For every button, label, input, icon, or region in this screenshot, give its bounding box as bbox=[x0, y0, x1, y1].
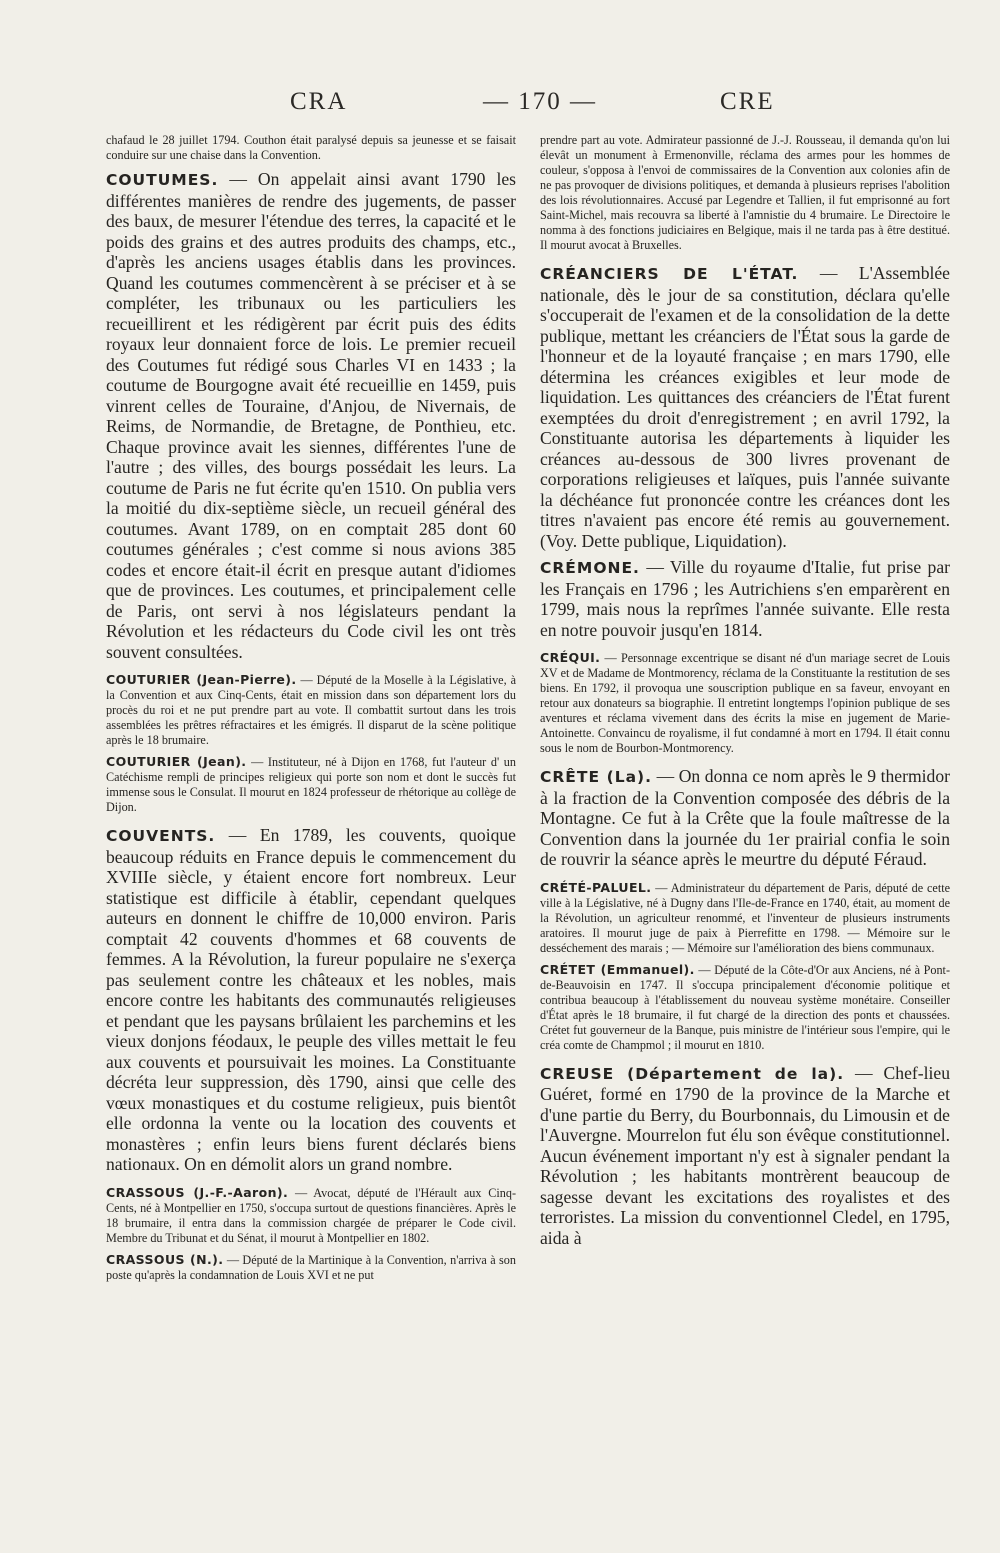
entry-crete-paluel bbox=[540, 880, 950, 956]
entry-continuation: prendre part au vote. Admirateur passionné de J.-J. Rousseau, il demanda qu'on lui élevât un monument à Ermenonville, réclama des armes pour les hommes de couleur, s'opposa à l'envoi de commissaires de la Convention aux colonies afin de ne pas provoquer de divisions politiques, et demanda à plusieurs reprises l'abolition des lois révolutionnaires. Accusé par Legendre et Tallien, il fut emprisonné au fort Saint-Michel, mais recouvra sa liberté à l'amnistie du 4 brumaire. Le Directoire le nomma à des fonctions judiciaires en Belgique, mais il ne tarda pas à être destitué. Il mourut avocat à Bruxelles. bbox=[540, 133, 950, 252]
entry-headword: CRÉANCIERS DE L'ÉTAT. bbox=[540, 265, 799, 283]
entry-coutumes bbox=[106, 169, 516, 662]
entry-text: — En 1789, les couvents, quoique beaucoup réduits en France depuis le commencement du XVIIIe siècle, y étaient encore fort nombreux. Leur statistique est difficile à établir, cependant quelques auteurs en donnent le chiffre de 10,000 environ. Paris comptait 42 couvents d'hommes et 68 couvents de femmes. A la Révolution, la fureur populaire ne s'exerça pas seulement contre les châteaux et les nobles, mais encore contre les habitants des communautés religieuses et pendant que les paysans brûlaient les parchemins et les vieux donjons féodaux, le peuple des villes mettait le feu aux couvents et poursuivait les moines. La Constituante décréta leur suppression, dès 1790, ainsi que celle des vœux monastiques et du costume religieux, puis bientôt elle ordonna la vente ou la location des couvents et monastères ; enfin leurs biens furent déclarés biens nationaux. On en démolit alors un grand nombre. bbox=[106, 825, 516, 1174]
entry-text: — Instituteur, né à Dijon en 1768, fut l'auteur d' un Catéchisme rempli de principes religieux qui porte son nom et dont le succès fut immense sous le Consulat. Il mourut en 1824 professeur de rhétorique au collège de Dijon. bbox=[106, 755, 516, 814]
entry-creuse bbox=[540, 1063, 950, 1249]
right-column bbox=[540, 133, 950, 1543]
entry-text: — Député de la Moselle à la Législative, à la Convention et aux Cinq-Cents, était en mission dans son département lors du procès du roi et ne put prendre part au vote. Il combattit surtout dans les trois assemblées les prêtres réfractaires et les émigrés. Il disparut de la scène politique après le 18 brumaire. bbox=[106, 673, 516, 747]
entry-headword: COUTUMES. bbox=[106, 171, 219, 189]
entry-continuation: chafaud le 28 juillet 1794. Couthon était paralysé depuis sa jeunesse et se faisait conduire sur une chaise dans la Convention. bbox=[106, 133, 516, 162]
entry-text: — On appelait ainsi avant 1790 les différentes manières de rendre des jugements, de passer des baux, de mesurer l'étendue des terres, la capacité et le poids des grains et des autres produits des champs, etc., d'après les anciens usages établis dans les provinces. Quand les coutumes commencèrent à se préciser et à se compléter, les tribunaux ou les particuliers les recueillirent et les rédigèrent par écrit puis des édits royaux leur donnaient force de lois. Le premier recueil des Coutumes fut rédigé sous Charles VI en 1433 ; la coutume de Bourgogne avait été recueillie en 1459, puis vinrent celles de Touraine, d'Anjou, de Nivernais, de Reims, de Normandie, de Bretagne, de Ponthieu, etc. Chaque province avait les siennes, différentes l'une de l'autre ; des villes, des bourgs possédait les leurs. La coutume de Paris ne fut écrite qu'en 1510. On publia vers la moitié du dix-septième siècle, un recueil général des coutumes. Avant 1789, on en comptait 285 dont 60 coutumes générales ; c'est comme si nous avions 385 codes et encore était-il écrit en presque autant d'idiomes que de provinces. Les coutumes, et principalement celle de Paris, ont servi à nos législateurs pendant la Révolution et les rédacteurs du Code civil les ont très souvent consultées. bbox=[106, 169, 516, 662]
entry-headword: CREUSE (Département de la). bbox=[540, 1064, 845, 1083]
entry-text: — Administrateur du département de Paris, député de cette ville à la Législative, né à Dugny dans l'Ile-de-France en 1740, était, au moment de la Révolution, un agriculteur renommé, et l'inventeur de plusieurs instruments aratoires. Il mourut juge de paix à Pierrefitte en 1798. — Mémoire sur le desséchement des marais ; — Mémoire sur l'amélioration des biens communaux. bbox=[540, 880, 950, 955]
entry-text: — On donna ce nom après le 9 thermidor à la fraction de la Convention composée des débris de la Montagne. Ce fut à la Crête que la foule maîtresse de la Convention dans la journée du 1er prairial confia le soin de rouvrir la séance après le meurtre du député Féraud. bbox=[540, 766, 950, 869]
entry-headword: CRÊTE (La). bbox=[540, 768, 653, 786]
entry-headword: COUTURIER (Jean). bbox=[106, 754, 247, 769]
entry-couvents bbox=[106, 825, 516, 1175]
entry-crequi bbox=[540, 650, 950, 756]
entry-headword: CRASSOUS (J.-F.-Aaron). bbox=[106, 1184, 289, 1200]
entry-creanciers bbox=[540, 263, 950, 551]
header-right: CRE bbox=[720, 88, 775, 115]
entry-couturier-jean-pierre bbox=[106, 672, 516, 748]
entry-couturier-jean bbox=[106, 754, 516, 815]
entry-headword: CRÉTÉ-PALUEL. bbox=[540, 879, 652, 895]
entry-headword: COUVENTS. bbox=[106, 827, 216, 845]
entry-text: — Député de la Martinique à la Convention, n'arriva à son poste qu'après la condamnation de Louis XVI et ne put bbox=[106, 1252, 516, 1282]
entry-crete bbox=[540, 766, 950, 870]
entry-headword: CRÉQUI. bbox=[540, 650, 601, 665]
entry-text: — Ville du royaume d'Italie, fut prise par les Français en 1796 ; les Autrichiens s'en emparèrent en 1799, mais nous la reprîmes l'année suivante. Elle resta en notre pouvoir jusqu'en 1814. bbox=[540, 557, 950, 640]
entry-headword: CRASSOUS (N.). bbox=[106, 1251, 224, 1267]
page-number: — 170 — bbox=[483, 88, 597, 115]
entry-cremone bbox=[540, 557, 950, 640]
entry-text: — Personnage excentrique se disant né d'un mariage secret de Louis XV et de Madame de Montmorency, réclama de la Constituante la restitution de ses biens. En 1792, il provoqua une souscription publique en sa faveur, envoyant en retour aux donateurs sa biographie. Il entretint longtemps l'opinion publique de ses aventures et réclama vivement dans des écrits la mise en jugement de Marie-Antoinette. Convaincu de royalisme, il fut condamné à mort en 1794. Il était connu sous le nom de Bourbon-Montmorency. bbox=[540, 651, 950, 755]
left-column bbox=[106, 133, 516, 1543]
entry-text: — L'Assemblée nationale, dès le jour de sa constitution, déclara qu'elle s'occuperait de l'examen et de la consolidation de la dette publique, mettant les créanciers de l'État sous la garde de l'honneur et de la loyauté française ; en mars 1790, elle détermina les créances exigibles et leur mode de liquidation. Les quittances des créanciers de l'État furent exemptées du droit d'enregistrement ; en avril 1792, la Constituante autorisa les départements à liquider les créances au-dessous de 300 livres provenant de corporations religieuses et laïques, puis l'année suivante la déchéance fut prononcée contre les créances dont les titres n'avaient pas encore été remis au gouvernement. (Voy. Dette publique, Liquidation). bbox=[540, 263, 950, 551]
entry-text: — Avocat, député de l'Hérault aux Cinq-Cents, né à Montpellier en 1750, s'occupa surtout de questions financières. Après le 18 brumaire, il entra dans la commission chargée de préparer le Code civil. Membre du Tribunat et du Sénat, il mourut à Montpellier en 1802. bbox=[106, 1185, 516, 1245]
entry-text: — Chef-lieu Guéret, formé en 1790 de la province de la Marche et d'une partie du Berry, du Bourbonnais, du Limousin et de l'Auvergne. Mourrelon fut élu son évêque constitutionnel. Aucun événement important n'y est à signaler pendant la Révolution ; les habitants montrèrent beaucoup de sagesse devant les excitations des royalistes et des terroristes. La mission du conventionnel Cledel, en 1795, aida à bbox=[540, 1062, 950, 1248]
entry-headword: COUTURIER (Jean-Pierre). bbox=[106, 672, 297, 687]
running-header bbox=[0, 88, 1000, 128]
entry-cretet bbox=[540, 962, 950, 1053]
entry-crassous-n bbox=[106, 1252, 516, 1283]
entry-headword: CRÉMONE. bbox=[540, 559, 640, 577]
entry-text: — Député de la Côte-d'Or aux Anciens, né à Pont-de-Beauvoisin en 1747. Il s'occupa principalement d'économie politique et contribua beaucoup à l'établissement du nouveau système monétaire. Conseiller d'État après le 18 brumaire, il fut chargé de la direction des ponts et chaussées. Crétet fut gouverneur de la Banque, puis ministre de l'intérieur sous l'empire, qui le créa comte de Champmol ; il mourut en 1810. bbox=[540, 962, 950, 1052]
entry-crassous-aaron bbox=[106, 1185, 516, 1246]
header-left: CRA bbox=[290, 88, 348, 115]
entry-headword: CRÉTET (Emmanuel). bbox=[540, 961, 695, 977]
